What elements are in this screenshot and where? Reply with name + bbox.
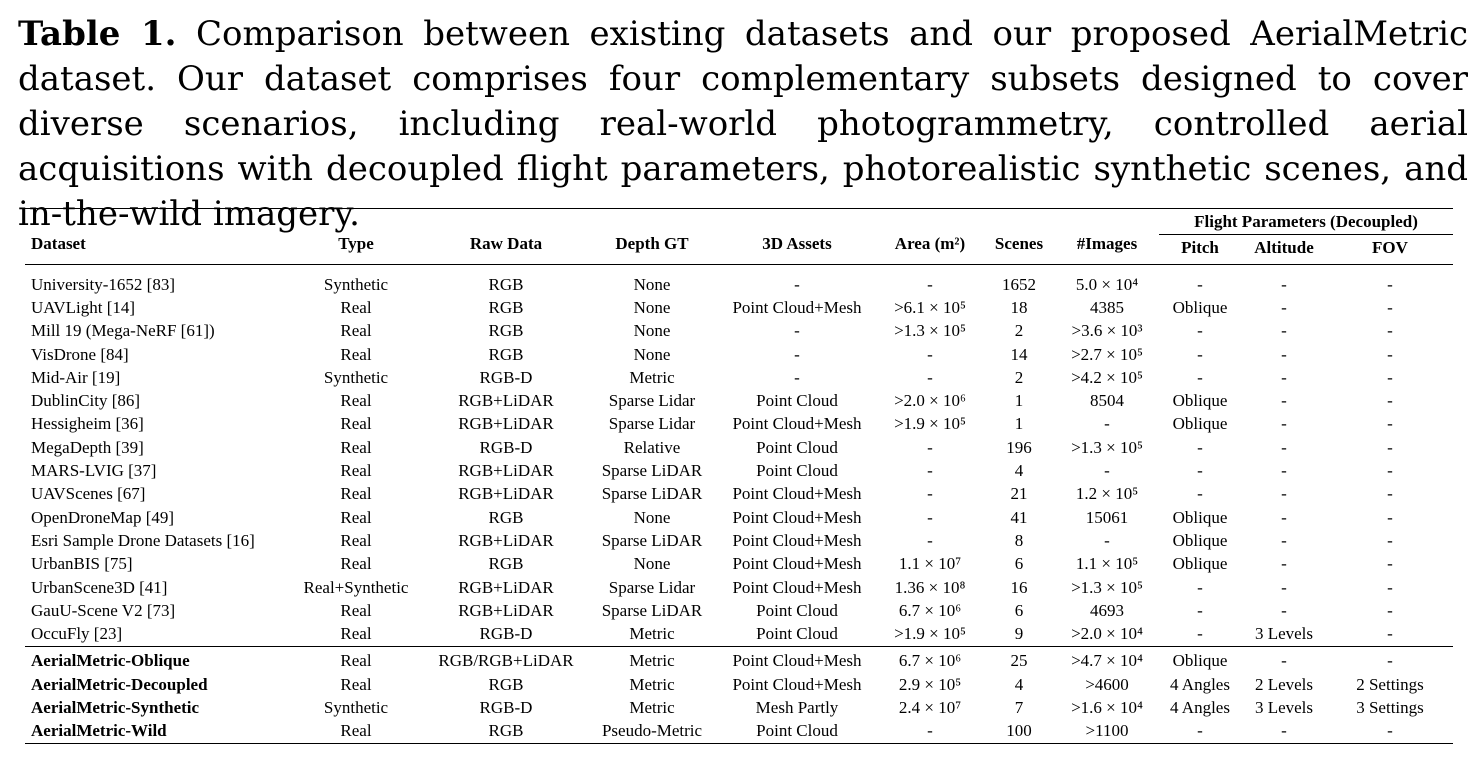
cell-3d-assets: Point Cloud (756, 391, 838, 411)
table-row (25, 529, 1453, 552)
cell-scenes: 6 (1014, 554, 1024, 574)
cell-fov: - (1387, 414, 1393, 434)
cell-type: Real (340, 600, 372, 620)
cell-3d-assets: - (794, 344, 800, 364)
cell-altitude: - (1281, 391, 1287, 411)
cell-depth-gt: Sparse Lidar (608, 391, 696, 411)
cell-area: 2.4 × 10⁷ (898, 697, 962, 717)
cell-fov: 2 Settings (1356, 674, 1424, 694)
cell-altitude: - (1281, 530, 1287, 550)
table-row (25, 436, 1453, 459)
col-images: #Images (1076, 233, 1138, 253)
cell-dataset: UAVScenes [67] (31, 484, 146, 504)
col-pitch: Pitch (1181, 238, 1219, 257)
cell-type: Real+Synthetic (303, 577, 409, 597)
cell-images: 4385 (1090, 297, 1124, 317)
cell-fov: - (1387, 437, 1393, 457)
table-row (25, 296, 1453, 319)
cell-type: Real (340, 414, 372, 434)
cell-type: Real (340, 624, 372, 644)
cell-pitch: - (1197, 461, 1203, 481)
cell-pitch: - (1197, 367, 1203, 387)
cell-images: >4600 (1085, 674, 1129, 694)
cell-3d-assets: - (794, 367, 800, 387)
cell-area: - (927, 507, 933, 527)
cell-altitude: 3 Levels (1254, 624, 1314, 644)
cell-fov: - (1387, 530, 1393, 550)
cell-type: Real (340, 554, 372, 574)
cell-images: 1.1 × 10⁵ (1075, 554, 1139, 574)
cell-pitch: Oblique (1172, 414, 1228, 434)
cell-dataset: VisDrone [84] (31, 344, 129, 364)
cell-pitch: - (1197, 344, 1203, 364)
cell-dataset: University-1652 [83] (31, 274, 176, 294)
col-raw-data: Raw Data (469, 233, 543, 253)
cell-pitch: 4 Angles (1170, 697, 1230, 717)
table-row (25, 413, 1453, 436)
cell-raw-data: RGB+LiDAR (458, 577, 554, 597)
cell-images: >4.2 × 10⁵ (1071, 367, 1143, 387)
cell-area: 6.7 × 10⁶ (898, 600, 962, 620)
cell-scenes: 41 (1010, 507, 1028, 527)
table-row (25, 506, 1453, 529)
cell-scenes: 1 (1014, 391, 1024, 411)
cell-raw-data: RGB+LiDAR (458, 530, 554, 550)
cell-depth-gt: Metric (629, 367, 675, 387)
col-flight-parameters: Flight Parameters (Decoupled) (1159, 209, 1453, 235)
cell-pitch: Oblique (1159, 646, 1241, 673)
cell-3d-assets: - (794, 274, 800, 294)
table-row (25, 459, 1453, 482)
cell-type: Synthetic (323, 697, 389, 717)
table-row (25, 599, 1453, 622)
cell-depth-gt: Relative (623, 437, 681, 457)
cell-pitch: - (1197, 274, 1203, 294)
cell-dataset: GauU-Scene V2 [73] (31, 600, 176, 620)
cell-fov: - (1387, 274, 1393, 294)
comparison-table-wrap (25, 208, 1453, 744)
cell-images: >1100 (1085, 721, 1129, 741)
col-dataset: Dataset (31, 233, 86, 253)
cell-altitude: - (1281, 297, 1287, 317)
cell-fov: - (1387, 600, 1393, 620)
cell-depth-gt: None (633, 344, 671, 364)
cell-dataset: MegaDepth [39] (31, 437, 144, 457)
cell-altitude: - (1241, 646, 1327, 673)
cell-3d-assets: Point Cloud+Mesh (717, 646, 877, 673)
our-dataset-row (25, 646, 1453, 673)
cell-type: Real (287, 646, 425, 673)
cell-pitch: Oblique (1172, 507, 1228, 527)
table-row (25, 483, 1453, 506)
cell-depth-gt: Sparse Lidar (608, 577, 696, 597)
col-fov: FOV (1372, 238, 1408, 257)
cell-raw-data: RGB+LiDAR (458, 600, 554, 620)
cell-images: >2.7 × 10⁵ (1071, 344, 1143, 364)
cell-images: >2.0 × 10⁴ (1071, 624, 1143, 644)
cell-images: 15061 (1085, 507, 1129, 527)
cell-depth-gt: Metric (629, 697, 675, 717)
cell-images: - (1104, 530, 1110, 550)
col-type: Type (338, 233, 374, 253)
cell-dataset: Hessigheim [36] (31, 414, 144, 434)
cell-pitch: - (1197, 321, 1203, 341)
cell-images: - (1104, 414, 1110, 434)
cell-scenes: 4 (1014, 674, 1024, 694)
cell-dataset: AerialMetric-Decoupled (31, 674, 208, 694)
cell-dataset: UrbanScene3D [41] (31, 577, 168, 597)
cell-pitch: 4 Angles (1170, 674, 1230, 694)
col-scenes: Scenes (994, 233, 1044, 253)
cell-area: 6.7 × 10⁶ (877, 646, 983, 673)
cell-fov: - (1387, 507, 1393, 527)
cell-raw-data: RGB+LiDAR (458, 461, 554, 481)
cell-type: Synthetic (323, 367, 389, 387)
cell-dataset: AerialMetric-Wild (31, 721, 167, 741)
cell-dataset: OccuFly [23] (31, 624, 123, 644)
cell-type: Real (340, 484, 372, 504)
cell-raw-data: RGB+LiDAR (458, 414, 554, 434)
cell-type: Real (340, 344, 372, 364)
cell-altitude: - (1281, 367, 1287, 387)
cell-fov: 3 Settings (1356, 697, 1424, 717)
cell-raw-data: RGB-D (479, 624, 533, 644)
cell-raw-data: RGB/RGB+LiDAR (425, 646, 587, 673)
cell-raw-data: RGB+LiDAR (458, 391, 554, 411)
header-row-1 (25, 209, 1453, 235)
cell-fov: - (1387, 484, 1393, 504)
col-3d-assets: 3D Assets (762, 233, 832, 253)
cell-area: 1.1 × 10⁷ (898, 554, 962, 574)
cell-dataset: UAVLight [14] (31, 297, 136, 317)
cell-area: - (927, 721, 933, 741)
cell-fov: - (1387, 297, 1393, 317)
cell-dataset: UrbanBIS [75] (31, 554, 133, 574)
table-row (25, 343, 1453, 366)
cell-scenes: 2 (1014, 321, 1024, 341)
cell-pitch: - (1197, 721, 1203, 741)
cell-3d-assets: Point Cloud+Mesh (732, 297, 862, 317)
table-row (25, 320, 1453, 343)
table-row (25, 576, 1453, 599)
comparison-table (25, 208, 1453, 744)
cell-fov: - (1387, 577, 1393, 597)
cell-depth-gt: None (633, 554, 671, 574)
col-depth-gt: Depth GT (615, 233, 689, 253)
cell-fov: - (1387, 554, 1393, 574)
cell-depth-gt: Metric (587, 646, 717, 673)
existing-datasets-body (25, 265, 1453, 647)
caption-label: Table 1. (18, 14, 177, 54)
cell-3d-assets: Point Cloud+Mesh (732, 554, 862, 574)
cell-raw-data: RGB (488, 274, 524, 294)
cell-area: 2.9 × 10⁵ (898, 674, 962, 694)
cell-altitude: 2 Levels (1254, 674, 1314, 694)
cell-3d-assets: Point Cloud (756, 721, 838, 741)
cell-images: 1.2 × 10⁵ (1075, 484, 1139, 504)
cell-area: - (927, 344, 933, 364)
cell-area: >1.9 × 10⁵ (894, 624, 966, 644)
cell-depth-gt: Pseudo-Metric (601, 721, 703, 741)
cell-fov: - (1387, 721, 1393, 741)
cell-area: - (927, 461, 933, 481)
cell-raw-data: RGB-D (479, 367, 533, 387)
cell-raw-data: RGB (488, 321, 524, 341)
cell-depth-gt: Sparse LiDAR (601, 484, 703, 504)
cell-images: 4693 (1090, 600, 1124, 620)
cell-area: >6.1 × 10⁵ (894, 297, 966, 317)
cell-fov: - (1387, 344, 1393, 364)
cell-depth-gt: None (633, 507, 671, 527)
cell-pitch: Oblique (1172, 530, 1228, 550)
cell-altitude: - (1281, 600, 1287, 620)
cell-raw-data: RGB (488, 344, 524, 364)
cell-depth-gt: Sparse LiDAR (601, 461, 703, 481)
cell-images: >3.6 × 10³ (1071, 321, 1143, 341)
cell-3d-assets: Point Cloud (756, 600, 838, 620)
cell-depth-gt: None (633, 321, 671, 341)
cell-type: Synthetic (323, 274, 389, 294)
cell-raw-data: RGB (488, 721, 524, 741)
cell-3d-assets: Point Cloud+Mesh (732, 507, 862, 527)
cell-3d-assets: Mesh Partly (755, 697, 839, 717)
our-dataset-row (25, 696, 1453, 719)
table-row (25, 622, 1453, 646)
cell-3d-assets: Point Cloud+Mesh (732, 577, 862, 597)
cell-type: Real (340, 461, 372, 481)
cell-scenes: 196 (1006, 437, 1032, 457)
table-row (25, 553, 1453, 576)
cell-dataset: Esri Sample Drone Datasets [16] (31, 530, 255, 550)
cell-scenes: 18 (1010, 297, 1028, 317)
our-dataset-row (25, 673, 1453, 696)
cell-type: Real (340, 507, 372, 527)
cell-raw-data: RGB (488, 507, 524, 527)
cell-depth-gt: Sparse LiDAR (601, 600, 703, 620)
cell-type: Real (340, 721, 372, 741)
cell-pitch: - (1197, 484, 1203, 504)
cell-area: >1.3 × 10⁵ (894, 321, 966, 341)
cell-pitch: - (1197, 624, 1203, 644)
cell-depth-gt: Sparse LiDAR (601, 530, 703, 550)
table-row (25, 265, 1453, 297)
table-row (25, 389, 1453, 412)
cell-images: >1.3 × 10⁵ (1071, 437, 1143, 457)
cell-scenes: 100 (1006, 721, 1032, 741)
cell-scenes: 21 (1010, 484, 1028, 504)
cell-3d-assets: Point Cloud (756, 624, 838, 644)
cell-scenes: 1 (1014, 414, 1024, 434)
col-altitude: Altitude (1254, 238, 1314, 257)
cell-pitch: - (1197, 600, 1203, 620)
cell-altitude: - (1281, 414, 1287, 434)
cell-altitude: - (1281, 577, 1287, 597)
cell-altitude: - (1281, 721, 1287, 741)
cell-type: Real (340, 437, 372, 457)
cell-altitude: - (1281, 507, 1287, 527)
cell-3d-assets: Point Cloud (756, 437, 838, 457)
cell-scenes: 16 (1010, 577, 1028, 597)
cell-raw-data: RGB (488, 674, 524, 694)
cell-3d-assets: Point Cloud+Mesh (732, 530, 862, 550)
cell-dataset: DublinCity [86] (31, 391, 141, 411)
cell-fov: - (1387, 461, 1393, 481)
cell-depth-gt: None (633, 274, 671, 294)
cell-pitch: - (1197, 577, 1203, 597)
cell-depth-gt: Sparse Lidar (608, 414, 696, 434)
cell-area: >1.9 × 10⁵ (894, 414, 966, 434)
cell-altitude: - (1281, 461, 1287, 481)
our-datasets-body (25, 646, 1453, 743)
cell-raw-data: RGB-D (479, 437, 533, 457)
cell-pitch: Oblique (1172, 297, 1228, 317)
cell-dataset: AerialMetric-Synthetic (31, 697, 200, 717)
cell-images: >1.3 × 10⁵ (1071, 577, 1143, 597)
cell-type: Real (340, 674, 372, 694)
table-row (25, 366, 1453, 389)
cell-scenes: 6 (1014, 600, 1024, 620)
cell-depth-gt: Metric (629, 624, 675, 644)
cell-3d-assets: - (794, 321, 800, 341)
cell-scenes: 1652 (1002, 274, 1036, 294)
cell-area: - (927, 484, 933, 504)
cell-area: >2.0 × 10⁶ (894, 391, 966, 411)
cell-altitude: - (1281, 554, 1287, 574)
cell-3d-assets: Point Cloud+Mesh (732, 414, 862, 434)
cell-dataset: AerialMetric-Oblique (25, 646, 287, 673)
cell-area: - (927, 367, 933, 387)
cell-type: Real (340, 530, 372, 550)
our-dataset-row (25, 720, 1453, 744)
cell-pitch: - (1197, 437, 1203, 457)
cell-type: Real (340, 321, 372, 341)
cell-raw-data: RGB-D (479, 697, 533, 717)
cell-fov: - (1387, 624, 1393, 644)
cell-depth-gt: Metric (629, 674, 675, 694)
cell-pitch: Oblique (1172, 554, 1228, 574)
cell-3d-assets: Point Cloud+Mesh (732, 484, 862, 504)
cell-scenes: 2 (1014, 367, 1024, 387)
cell-3d-assets: Point Cloud (756, 461, 838, 481)
cell-depth-gt: None (633, 297, 671, 317)
cell-dataset: OpenDroneMap [49] (31, 507, 175, 527)
cell-scenes: 9 (1014, 624, 1024, 644)
cell-scenes: 8 (1014, 530, 1024, 550)
cell-fov: - (1387, 367, 1393, 387)
table-caption (18, 12, 1468, 237)
cell-altitude: - (1281, 321, 1287, 341)
cell-altitude: 3 Levels (1254, 697, 1314, 717)
cell-pitch: Oblique (1172, 391, 1228, 411)
cell-scenes: 14 (1010, 344, 1028, 364)
cell-images: 8504 (1090, 391, 1124, 411)
cell-images: >4.7 × 10⁴ (1055, 646, 1159, 673)
cell-raw-data: RGB (488, 554, 524, 574)
cell-area: - (927, 274, 933, 294)
cell-type: Real (340, 297, 372, 317)
cell-scenes: 4 (1014, 461, 1024, 481)
cell-images: - (1104, 461, 1110, 481)
cell-area: - (927, 437, 933, 457)
cell-fov: - (1327, 646, 1453, 673)
cell-altitude: - (1281, 484, 1287, 504)
cell-altitude: - (1281, 437, 1287, 457)
cell-type: Real (340, 391, 372, 411)
cell-altitude: - (1281, 274, 1287, 294)
caption-text: Comparison between existing datasets and our proposed AerialMetric dataset. Our dataset comprises four complementary subsets designed to cover diverse scenarios, including real-world photogrammetry, controlled aerial acquisitions with decoupled flight parameters, photorealistic synthetic scenes, and in-the-wild imagery. (18, 14, 1469, 234)
cell-fov: - (1387, 321, 1393, 341)
cell-area: 1.36 × 10⁸ (894, 577, 966, 597)
cell-scenes: 25 (983, 646, 1055, 673)
cell-images: 5.0 × 10⁴ (1075, 274, 1139, 294)
cell-raw-data: RGB+LiDAR (458, 484, 554, 504)
cell-images: >1.6 × 10⁴ (1071, 697, 1143, 717)
col-area: Area (m²) (894, 233, 966, 253)
cell-scenes: 7 (1014, 697, 1024, 717)
cell-raw-data: RGB (488, 297, 524, 317)
cell-dataset: MARS-LVIG [37] (31, 461, 157, 481)
cell-fov: - (1387, 391, 1393, 411)
cell-dataset: Mill 19 (Mega-NeRF [61]) (31, 321, 215, 341)
cell-3d-assets: Point Cloud+Mesh (732, 674, 862, 694)
cell-altitude: - (1281, 344, 1287, 364)
cell-area: - (927, 530, 933, 550)
cell-dataset: Mid-Air [19] (31, 367, 121, 387)
